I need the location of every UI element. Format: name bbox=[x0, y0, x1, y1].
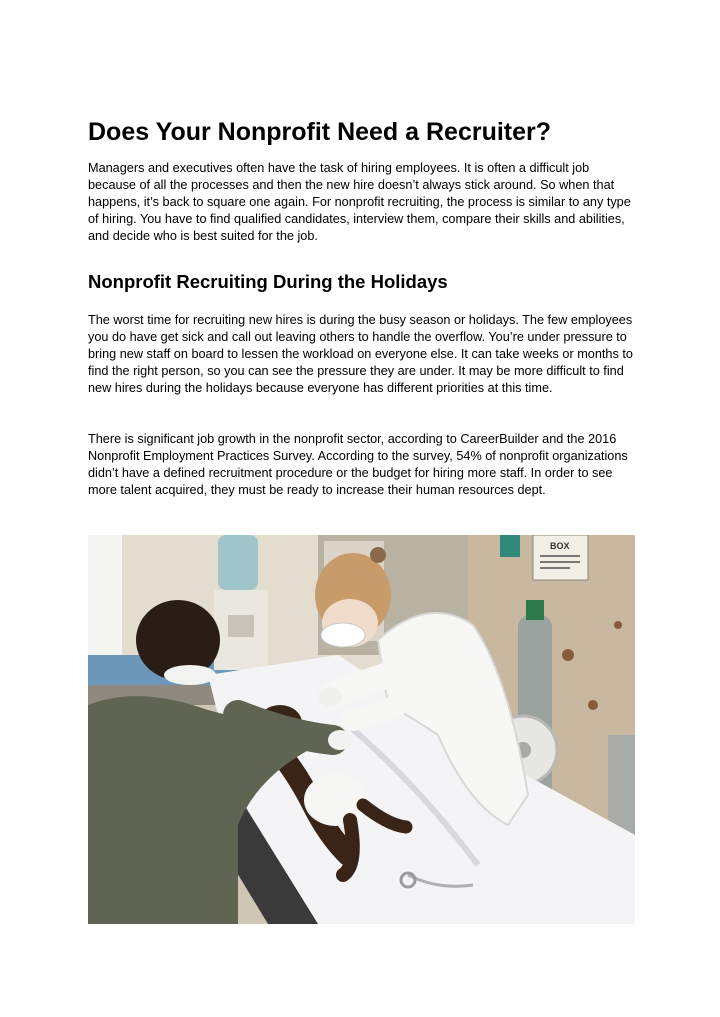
section-heading: Nonprofit Recruiting During the Holidays bbox=[88, 271, 448, 292]
article-photo bbox=[88, 535, 635, 924]
page-title: Does Your Nonprofit Need a Recruiter? bbox=[88, 118, 552, 146]
sign-box-text: BOX bbox=[550, 541, 570, 551]
paragraph-job-growth: There is significant job growth in the nonprofit sector, according to CareerBuilder and the 2016 Nonprofit Employment Practices Survey. According to the survey, 54% of nonprofit organizations didn’t have a defined recruitment procedure or the budget for hiring more staff. In order to see more talent acquired, they must be ready to increase their human resources dept. bbox=[88, 432, 628, 497]
paragraph-holidays: The worst time for recruiting new hires is during the busy season or holidays. The few employees you do have get sick and call out leaving others to handle the overflow. You’re under pressure to bring new staff on board to lessen the workload on everyone else. It can take weeks or months to find the right person, so you can see the pressure they are under. It may be more difficult to find new hires during the holidays because everyone has different priorities at this time. bbox=[88, 313, 633, 395]
intro-paragraph: Managers and executives often have the task of hiring employees. It is often a difficult job because of all the processes and then the new hire doesn’t always stick around. So when that happens, it’s back to square one again. For nonprofit recruiting, the process is similar to any type of hiring. You have to find qualified candidates, interview them, compare their skills and abilities, and decide who is best suited for the job. bbox=[88, 161, 631, 243]
